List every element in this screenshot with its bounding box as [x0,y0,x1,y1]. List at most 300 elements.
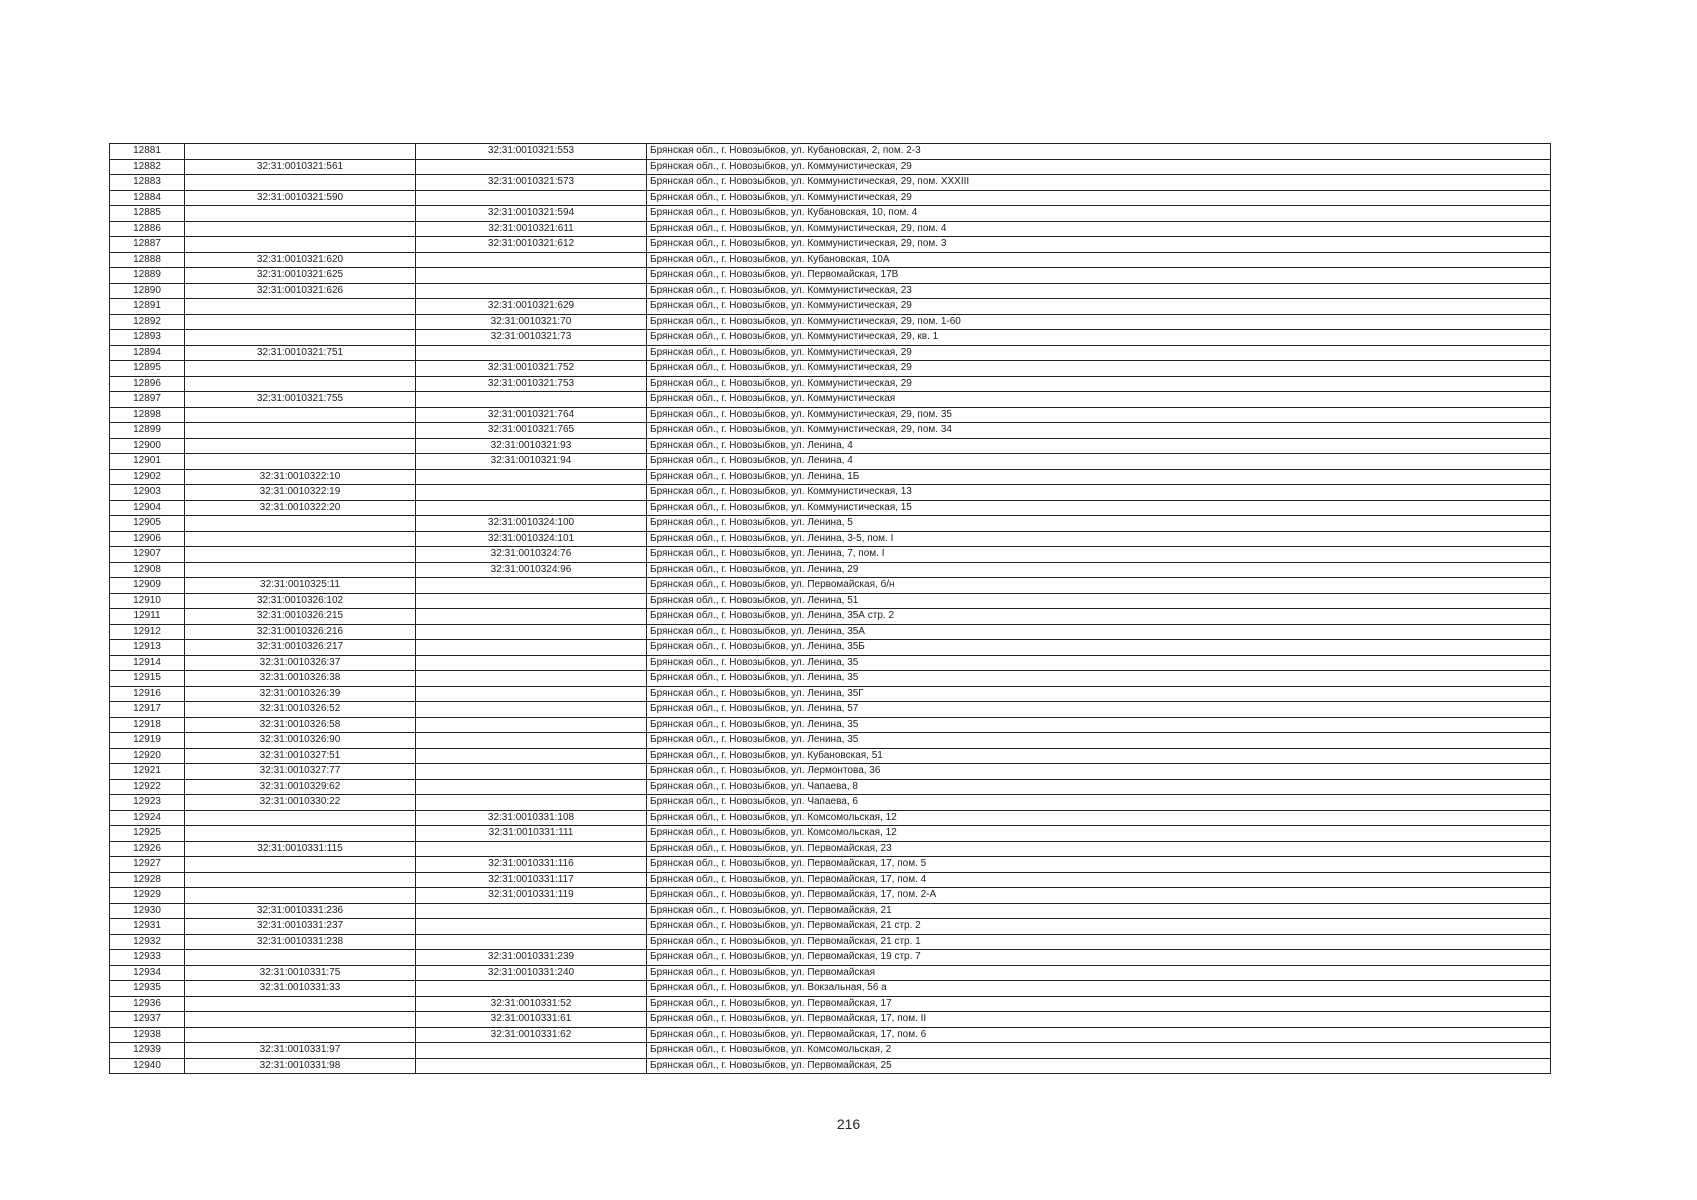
row-number-cell: 12937 [110,1012,185,1028]
address-cell: Брянская обл., г. Новозыбков, ул. Ленина, 29 [647,562,1551,578]
table-row [110,361,1551,377]
cadastral-number-alt-cell [416,671,647,687]
cadastral-number-cell: 32:31:0010326:37 [185,655,416,671]
table-row [110,671,1551,687]
table-row [110,593,1551,609]
cadastral-number-alt-cell: 32:31:0010324:76 [416,547,647,563]
property-table-body [110,144,1551,1074]
address-cell: Брянская обл., г. Новозыбков, ул. Ленина, 35Б [647,640,1551,656]
cadastral-number-cell: 32:31:0010321:620 [185,252,416,268]
cadastral-number-alt-cell [416,686,647,702]
row-number-cell: 12912 [110,624,185,640]
table-row [110,810,1551,826]
row-number-cell: 12915 [110,671,185,687]
table-row [110,330,1551,346]
cadastral-number-cell: 32:31:0010321:561 [185,159,416,175]
row-number-cell: 12939 [110,1043,185,1059]
cadastral-number-alt-cell: 32:31:0010321:573 [416,175,647,191]
table-row [110,1043,1551,1059]
cadastral-number-alt-cell [416,764,647,780]
row-number-cell: 12900 [110,438,185,454]
cadastral-number-cell: 32:31:0010321:751 [185,345,416,361]
cadastral-number-cell: 32:31:0010321:755 [185,392,416,408]
cadastral-number-alt-cell [416,624,647,640]
address-cell: Брянская обл., г. Новозыбков, ул. Коммунистическая, 15 [647,500,1551,516]
cadastral-number-alt-cell: 32:31:0010321:629 [416,299,647,315]
row-number-cell: 12936 [110,996,185,1012]
address-cell: Брянская обл., г. Новозыбков, ул. Первомайская, б/н [647,578,1551,594]
cadastral-number-alt-cell: 32:31:0010331:52 [416,996,647,1012]
row-number-cell: 12884 [110,190,185,206]
table-row [110,469,1551,485]
table-row [110,345,1551,361]
cadastral-number-cell: 32:31:0010331:238 [185,934,416,950]
row-number-cell: 12901 [110,454,185,470]
row-number-cell: 12902 [110,469,185,485]
cadastral-number-alt-cell [416,283,647,299]
table-row [110,237,1551,253]
table-row [110,190,1551,206]
cadastral-number-cell [185,888,416,904]
cadastral-number-cell [185,872,416,888]
cadastral-number-cell: 32:31:0010326:102 [185,593,416,609]
address-cell: Брянская обл., г. Новозыбков, ул. Коммунистическая, 23 [647,283,1551,299]
table-row [110,779,1551,795]
address-cell: Брянская обл., г. Новозыбков, ул. Коммунистическая, 29, кв. 1 [647,330,1551,346]
row-number-cell: 12899 [110,423,185,439]
address-cell: Брянская обл., г. Новозыбков, ул. Коммунистическая, 29 [647,376,1551,392]
address-cell: Брянская обл., г. Новозыбков, ул. Первомайская, 17В [647,268,1551,284]
cadastral-number-cell: 32:31:0010322:19 [185,485,416,501]
cadastral-number-cell: 32:31:0010331:33 [185,981,416,997]
address-cell: Брянская обл., г. Новозыбков, ул. Ленина, 35А стр. 2 [647,609,1551,625]
cadastral-number-alt-cell: 32:31:0010321:594 [416,206,647,222]
address-cell: Брянская обл., г. Новозыбков, ул. Первомайская, 25 [647,1058,1551,1074]
cadastral-number-cell [185,826,416,842]
table-row [110,423,1551,439]
cadastral-number-alt-cell [416,841,647,857]
table-row [110,500,1551,516]
cadastral-number-cell [185,144,416,160]
address-cell: Брянская обл., г. Новозыбков, ул. Ленина, 5 [647,516,1551,532]
cadastral-number-alt-cell: 32:31:0010331:119 [416,888,647,904]
table-row [110,965,1551,981]
cadastral-number-cell: 32:31:0010331:98 [185,1058,416,1074]
cadastral-number-cell: 32:31:0010321:626 [185,283,416,299]
row-number-cell: 12921 [110,764,185,780]
row-number-cell: 12907 [110,547,185,563]
cadastral-number-alt-cell: 32:31:0010321:94 [416,454,647,470]
cadastral-number-cell: 32:31:0010322:10 [185,469,416,485]
cadastral-number-alt-cell [416,190,647,206]
table-row [110,981,1551,997]
cadastral-number-alt-cell [416,485,647,501]
property-table [109,143,1551,1074]
table-row [110,531,1551,547]
table-row [110,702,1551,718]
row-number-cell: 12908 [110,562,185,578]
cadastral-number-cell [185,206,416,222]
row-number-cell: 12896 [110,376,185,392]
row-number-cell: 12906 [110,531,185,547]
row-number-cell: 12917 [110,702,185,718]
cadastral-number-alt-cell [416,392,647,408]
table-row [110,454,1551,470]
cadastral-number-cell: 32:31:0010331:97 [185,1043,416,1059]
address-cell: Брянская обл., г. Новозыбков, ул. Комсомольская, 2 [647,1043,1551,1059]
cadastral-number-alt-cell [416,1043,647,1059]
address-cell: Брянская обл., г. Новозыбков, ул. Комсомольская, 12 [647,826,1551,842]
table-row [110,872,1551,888]
cadastral-number-alt-cell: 32:31:0010321:93 [416,438,647,454]
cadastral-number-cell: 32:31:0010321:590 [185,190,416,206]
cadastral-number-alt-cell: 32:31:0010321:553 [416,144,647,160]
row-number-cell: 12914 [110,655,185,671]
cadastral-number-cell: 32:31:0010331:236 [185,903,416,919]
table-row [110,919,1551,935]
cadastral-number-cell [185,221,416,237]
address-cell: Брянская обл., г. Новозыбков, ул. Коммунистическая, 29, пом. XXXIII [647,175,1551,191]
address-cell: Брянская обл., г. Новозыбков, ул. Чапаева, 8 [647,779,1551,795]
address-cell: Брянская обл., г. Новозыбков, ул. Первомайская, 17, пом. 4 [647,872,1551,888]
cadastral-number-cell [185,562,416,578]
row-number-cell: 12894 [110,345,185,361]
row-number-cell: 12930 [110,903,185,919]
address-cell: Брянская обл., г. Новозыбков, ул. Ленина, 4 [647,454,1551,470]
row-number-cell: 12926 [110,841,185,857]
row-number-cell: 12883 [110,175,185,191]
cadastral-number-cell [185,547,416,563]
table-row [110,857,1551,873]
cadastral-number-cell [185,330,416,346]
table-row [110,392,1551,408]
address-cell: Брянская обл., г. Новозыбков, ул. Комсомольская, 12 [647,810,1551,826]
row-number-cell: 12922 [110,779,185,795]
cadastral-number-alt-cell [416,655,647,671]
cadastral-number-cell [185,237,416,253]
cadastral-number-alt-cell [416,903,647,919]
address-cell: Брянская обл., г. Новозыбков, ул. Первомайская [647,965,1551,981]
row-number-cell: 12931 [110,919,185,935]
row-number-cell: 12881 [110,144,185,160]
table-row [110,283,1551,299]
cadastral-number-alt-cell: 32:31:0010324:96 [416,562,647,578]
table-row [110,299,1551,315]
cadastral-number-cell [185,950,416,966]
cadastral-number-cell: 32:31:0010326:217 [185,640,416,656]
table-row [110,252,1551,268]
table-row [110,175,1551,191]
address-cell: Брянская обл., г. Новозыбков, ул. Коммунистическая [647,392,1551,408]
row-number-cell: 12929 [110,888,185,904]
address-cell: Брянская обл., г. Новозыбков, ул. Лермонтова, 36 [647,764,1551,780]
cadastral-number-cell [185,857,416,873]
table-row [110,795,1551,811]
row-number-cell: 12932 [110,934,185,950]
cadastral-number-alt-cell [416,1058,647,1074]
table-row [110,221,1551,237]
table-row [110,1027,1551,1043]
cadastral-number-cell: 32:31:0010331:237 [185,919,416,935]
cadastral-number-cell: 32:31:0010322:20 [185,500,416,516]
table-row [110,314,1551,330]
cadastral-number-cell: 32:31:0010325:11 [185,578,416,594]
row-number-cell: 12913 [110,640,185,656]
row-number-cell: 12898 [110,407,185,423]
cadastral-number-cell [185,454,416,470]
row-number-cell: 12933 [110,950,185,966]
cadastral-number-alt-cell [416,702,647,718]
table-row [110,748,1551,764]
cadastral-number-alt-cell [416,609,647,625]
row-number-cell: 12934 [110,965,185,981]
address-cell: Брянская обл., г. Новозыбков, ул. Первомайская, 21 [647,903,1551,919]
table-row [110,578,1551,594]
row-number-cell: 12893 [110,330,185,346]
cadastral-number-alt-cell: 32:31:0010324:101 [416,531,647,547]
row-number-cell: 12916 [110,686,185,702]
address-cell: Брянская обл., г. Новозыбков, ул. Первомайская, 17, пом. 5 [647,857,1551,873]
row-number-cell: 12910 [110,593,185,609]
row-number-cell: 12925 [110,826,185,842]
row-number-cell: 12911 [110,609,185,625]
cadastral-number-cell [185,1027,416,1043]
row-number-cell: 12885 [110,206,185,222]
table-row [110,547,1551,563]
address-cell: Брянская обл., г. Новозыбков, ул. Первомайская, 17, пом. 6 [647,1027,1551,1043]
table-row [110,159,1551,175]
cadastral-number-cell: 32:31:0010326:90 [185,733,416,749]
cadastral-number-cell: 32:31:0010321:625 [185,268,416,284]
cadastral-number-alt-cell [416,252,647,268]
table-row [110,485,1551,501]
row-number-cell: 12920 [110,748,185,764]
row-number-cell: 12886 [110,221,185,237]
address-cell: Брянская обл., г. Новозыбков, ул. Первомайская, 17 [647,996,1551,1012]
cadastral-number-alt-cell: 32:31:0010331:116 [416,857,647,873]
row-number-cell: 12935 [110,981,185,997]
cadastral-number-alt-cell: 32:31:0010321:611 [416,221,647,237]
cadastral-number-alt-cell [416,578,647,594]
row-number-cell: 12938 [110,1027,185,1043]
cadastral-number-cell: 32:31:0010326:58 [185,717,416,733]
address-cell: Брянская обл., г. Новозыбков, ул. Ленина, 51 [647,593,1551,609]
cadastral-number-cell: 32:31:0010331:75 [185,965,416,981]
address-cell: Брянская обл., г. Новозыбков, ул. Коммунистическая, 13 [647,485,1551,501]
address-cell: Брянская обл., г. Новозыбков, ул. Ленина, 57 [647,702,1551,718]
row-number-cell: 12924 [110,810,185,826]
row-number-cell: 12923 [110,795,185,811]
cadastral-number-alt-cell: 32:31:0010324:100 [416,516,647,532]
address-cell: Брянская обл., г. Новозыбков, ул. Ленина, 35Г [647,686,1551,702]
row-number-cell: 12895 [110,361,185,377]
cadastral-number-alt-cell [416,268,647,284]
cadastral-number-cell [185,299,416,315]
table-row [110,903,1551,919]
table-row [110,934,1551,950]
row-number-cell: 12882 [110,159,185,175]
address-cell: Брянская обл., г. Новозыбков, ул. Коммунистическая, 29, пом. 35 [647,407,1551,423]
cadastral-number-alt-cell [416,345,647,361]
address-cell: Брянская обл., г. Новозыбков, ул. Ленина, 1Б [647,469,1551,485]
cadastral-number-alt-cell [416,593,647,609]
cadastral-number-alt-cell [416,717,647,733]
row-number-cell: 12892 [110,314,185,330]
table-row [110,562,1551,578]
cadastral-number-cell [185,407,416,423]
address-cell: Брянская обл., г. Новозыбков, ул. Коммунистическая, 29 [647,345,1551,361]
cadastral-number-cell: 32:31:0010326:38 [185,671,416,687]
cadastral-number-cell [185,438,416,454]
address-cell: Брянская обл., г. Новозыбков, ул. Коммунистическая, 29 [647,361,1551,377]
address-cell: Брянская обл., г. Новозыбков, ул. Ленина, 4 [647,438,1551,454]
address-cell: Брянская обл., г. Новозыбков, ул. Вокзальная, 56 а [647,981,1551,997]
cadastral-number-alt-cell: 32:31:0010331:108 [416,810,647,826]
address-cell: Брянская обл., г. Новозыбков, ул. Коммунистическая, 29, пом. 1-60 [647,314,1551,330]
row-number-cell: 12888 [110,252,185,268]
row-number-cell: 12919 [110,733,185,749]
row-number-cell: 12905 [110,516,185,532]
cadastral-number-alt-cell [416,919,647,935]
row-number-cell: 12904 [110,500,185,516]
row-number-cell: 12903 [110,485,185,501]
cadastral-number-cell [185,175,416,191]
page-number: 216 [836,1116,861,1132]
address-cell: Брянская обл., г. Новозыбков, ул. Коммунистическая, 29, пом. 34 [647,423,1551,439]
cadastral-number-alt-cell: 32:31:0010331:240 [416,965,647,981]
address-cell: Брянская обл., г. Новозыбков, ул. Кубановская, 2, пом. 2-3 [647,144,1551,160]
address-cell: Брянская обл., г. Новозыбков, ул. Коммунистическая, 29, пом. 3 [647,237,1551,253]
cadastral-number-cell [185,531,416,547]
table-row [110,764,1551,780]
row-number-cell: 12897 [110,392,185,408]
cadastral-number-alt-cell [416,779,647,795]
row-number-cell: 12927 [110,857,185,873]
cadastral-number-alt-cell [416,748,647,764]
cadastral-number-alt-cell [416,159,647,175]
cadastral-number-alt-cell: 32:31:0010331:62 [416,1027,647,1043]
table-row [110,438,1551,454]
cadastral-number-alt-cell [416,934,647,950]
table-row [110,624,1551,640]
cadastral-number-alt-cell [416,500,647,516]
table-row [110,717,1551,733]
row-number-cell: 12891 [110,299,185,315]
cadastral-number-cell: 32:31:0010327:77 [185,764,416,780]
row-number-cell: 12918 [110,717,185,733]
cadastral-number-cell [185,314,416,330]
cadastral-number-cell [185,810,416,826]
cadastral-number-cell: 32:31:0010326:216 [185,624,416,640]
table-row [110,733,1551,749]
cadastral-number-cell [185,361,416,377]
address-cell: Брянская обл., г. Новозыбков, ул. Ленина, 7, пом. I [647,547,1551,563]
table-row [110,950,1551,966]
cadastral-number-cell: 32:31:0010329:62 [185,779,416,795]
address-cell: Брянская обл., г. Новозыбков, ул. Кубановская, 10, пом. 4 [647,206,1551,222]
table-row [110,640,1551,656]
table-row [110,144,1551,160]
cadastral-number-cell [185,423,416,439]
cadastral-number-cell: 32:31:0010326:39 [185,686,416,702]
address-cell: Брянская обл., г. Новозыбков, ул. Ленина, 35 [647,717,1551,733]
cadastral-number-alt-cell [416,469,647,485]
row-number-cell: 12909 [110,578,185,594]
cadastral-number-cell: 32:31:0010331:115 [185,841,416,857]
cadastral-number-alt-cell: 32:31:0010321:753 [416,376,647,392]
cadastral-number-cell [185,996,416,1012]
cadastral-number-alt-cell [416,981,647,997]
table-row [110,1058,1551,1074]
table-row [110,268,1551,284]
cadastral-number-cell: 32:31:0010326:215 [185,609,416,625]
cadastral-number-alt-cell: 32:31:0010321:612 [416,237,647,253]
table-row [110,1012,1551,1028]
address-cell: Брянская обл., г. Новозыбков, ул. Чапаева, 6 [647,795,1551,811]
cadastral-number-cell [185,516,416,532]
address-cell: Брянская обл., г. Новозыбков, ул. Ленина, 35 [647,671,1551,687]
cadastral-number-alt-cell: 32:31:0010321:764 [416,407,647,423]
cadastral-number-alt-cell [416,795,647,811]
cadastral-number-alt-cell: 32:31:0010321:765 [416,423,647,439]
cadastral-number-alt-cell [416,640,647,656]
cadastral-number-alt-cell: 32:31:0010321:73 [416,330,647,346]
cadastral-number-cell: 32:31:0010326:52 [185,702,416,718]
table-row [110,206,1551,222]
table-row [110,407,1551,423]
table-row [110,686,1551,702]
cadastral-number-alt-cell: 32:31:0010321:70 [416,314,647,330]
address-cell: Брянская обл., г. Новозыбков, ул. Первомайская, 23 [647,841,1551,857]
address-cell: Брянская обл., г. Новозыбков, ул. Коммунистическая, 29 [647,299,1551,315]
address-cell: Брянская обл., г. Новозыбков, ул. Коммунистическая, 29 [647,190,1551,206]
row-number-cell: 12890 [110,283,185,299]
cadastral-number-alt-cell: 32:31:0010331:117 [416,872,647,888]
table-row [110,655,1551,671]
table-row [110,516,1551,532]
row-number-cell: 12889 [110,268,185,284]
address-cell: Брянская обл., г. Новозыбков, ул. Кубановская, 10А [647,252,1551,268]
table-row [110,888,1551,904]
address-cell: Брянская обл., г. Новозыбков, ул. Ленина, 35 [647,655,1551,671]
address-cell: Брянская обл., г. Новозыбков, ул. Первомайская, 21 стр. 1 [647,934,1551,950]
row-number-cell: 12940 [110,1058,185,1074]
cadastral-number-cell [185,1012,416,1028]
address-cell: Брянская обл., г. Новозыбков, ул. Ленина, 3-5, пом. I [647,531,1551,547]
address-cell: Брянская обл., г. Новозыбков, ул. Ленина, 35 [647,733,1551,749]
table-row [110,826,1551,842]
address-cell: Брянская обл., г. Новозыбков, ул. Первомайская, 17, пом. 2-А [647,888,1551,904]
address-cell: Брянская обл., г. Новозыбков, ул. Первомайская, 19 стр. 7 [647,950,1551,966]
address-cell: Брянская обл., г. Новозыбков, ул. Ленина, 35А [647,624,1551,640]
address-cell: Брянская обл., г. Новозыбков, ул. Первомайская, 17, пом. II [647,1012,1551,1028]
address-cell: Брянская обл., г. Новозыбков, ул. Кубановская, 51 [647,748,1551,764]
address-cell: Брянская обл., г. Новозыбков, ул. Коммунистическая, 29, пом. 4 [647,221,1551,237]
table-row [110,376,1551,392]
cadastral-number-cell: 32:31:0010327:51 [185,748,416,764]
row-number-cell: 12928 [110,872,185,888]
cadastral-number-alt-cell: 32:31:0010331:111 [416,826,647,842]
table-row [110,841,1551,857]
cadastral-number-alt-cell [416,733,647,749]
row-number-cell: 12887 [110,237,185,253]
table-row [110,609,1551,625]
cadastral-number-cell [185,376,416,392]
cadastral-number-alt-cell: 32:31:0010331:239 [416,950,647,966]
address-cell: Брянская обл., г. Новозыбков, ул. Первомайская, 21 стр. 2 [647,919,1551,935]
table-row [110,996,1551,1012]
cadastral-number-alt-cell: 32:31:0010331:61 [416,1012,647,1028]
